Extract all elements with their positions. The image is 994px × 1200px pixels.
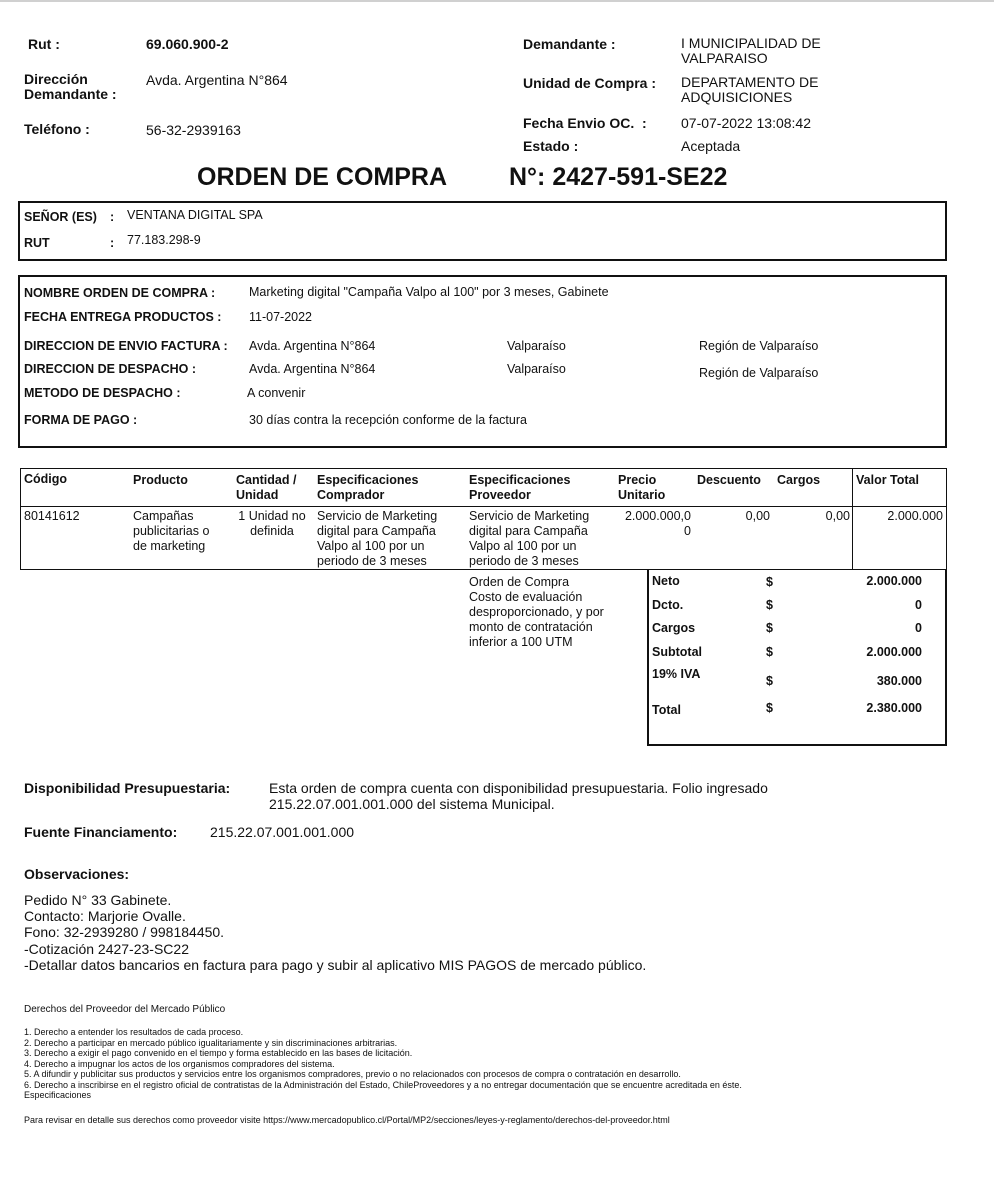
row-producto: Campañas publicitarias o de marketing <box>133 509 210 553</box>
dir-factura-region: Región de Valparaíso <box>699 339 819 353</box>
fecha-envio-label: Fecha Envio OC. : <box>523 115 647 131</box>
col-header-esp-proveedor: Especificaciones Proveedor <box>469 473 571 502</box>
dir-despacho-label: DIRECCION DE DESPACHO : <box>24 362 197 376</box>
row-codigo: 80141612 <box>24 509 80 523</box>
total-label: Total <box>652 703 681 717</box>
iva-value: 380.000 <box>876 674 922 688</box>
senor-label: SEÑOR (ES) <box>24 210 97 224</box>
dir-despacho-region: Región de Valparaíso <box>699 366 819 380</box>
row-esp-proveedor: Servicio de Marketing digital para Campaña Valpo al 100 por un periodo de 3 meses <box>469 509 590 568</box>
forma-pago-label: FORMA DE PAGO : <box>24 413 138 427</box>
col-header-producto: Producto <box>133 473 188 487</box>
derechos-list <box>24 1027 964 1101</box>
observaciones-label: Observaciones: <box>24 866 130 882</box>
total-value: 2.380.000 <box>866 701 922 715</box>
row-descuento: 0,00 <box>745 509 770 523</box>
col-header-codigo: Código <box>24 472 68 486</box>
cargos-value: 0 <box>915 621 922 635</box>
order-number: N°: 2427-591-SE22 <box>509 163 728 191</box>
supplier-rut-label: RUT <box>24 236 50 250</box>
demandante-value: I MUNICIPALIDAD DE VALPARAISO <box>681 35 821 66</box>
row-esp-comprador: Servicio de Marketing digital para Campaña Valpo al 100 por un periodo de 3 meses <box>317 509 438 568</box>
cargos-label: Cargos <box>652 621 696 635</box>
table-total-divider <box>852 468 853 570</box>
derecho-item: Especificaciones <box>24 1090 92 1100</box>
dir-factura-ciudad: Valparaíso <box>507 339 566 353</box>
observacion-line: -Cotización 2427-23-SC22 <box>24 940 189 957</box>
supplier-rut-value: 77.183.298-9 <box>127 233 201 247</box>
telefono-label: Teléfono : <box>24 121 90 137</box>
unidad-compra-label: Unidad de Compra : <box>523 75 657 91</box>
subtotal-currency: $ <box>766 645 773 659</box>
fecha-entrega-value: 11-07-2022 <box>249 310 313 324</box>
dcto-currency: $ <box>766 598 773 612</box>
derechos-title: Derechos del Proveedor del Mercado Público <box>24 1004 226 1015</box>
total-currency: $ <box>766 701 773 715</box>
row-valor-total: 2.000.000 <box>887 509 943 523</box>
neto-currency: $ <box>766 575 773 589</box>
nombre-orden-value: Marketing digital "Campaña Valpo al 100" por 3 meses, Gabinete <box>249 285 609 299</box>
telefono-value: 56-32-2939163 <box>146 122 241 138</box>
derechos-footer: Para revisar en detalle sus derechos como proveedor visite https://www.mercadopublico.cl/Portal/MP2/secciones/leyes-y-reglamento/derechos-del-proveedor.html <box>24 1115 670 1125</box>
col-header-cargos: Cargos <box>777 473 821 487</box>
direccion-value: Avda. Argentina N°864 <box>146 72 288 88</box>
page-top-border <box>0 0 994 2</box>
table-header-divider <box>20 506 947 507</box>
row-precio: 2.000.000,0 0 <box>624 509 691 538</box>
metodo-despacho-value: A convenir <box>247 386 306 400</box>
fecha-envio-value: 07-07-2022 13:08:42 <box>681 115 811 131</box>
derecho-item: 2. Derecho a participar en mercado público igualitariamente y sin discriminaciones arbitrarias. <box>24 1037 398 1048</box>
iva-label: 19% IVA <box>652 667 701 681</box>
estado-value: Aceptada <box>681 138 741 154</box>
demandante-label: Demandante : <box>523 36 616 52</box>
col-header-descuento: Descuento <box>697 473 761 487</box>
observaciones-text <box>24 892 964 973</box>
iva-currency: $ <box>766 674 773 688</box>
neto-value: 2.000.000 <box>866 574 922 588</box>
dir-factura-label: DIRECCION DE ENVIO FACTURA : <box>24 339 228 353</box>
observacion-line: Pedido N° 33 Gabinete. <box>24 892 172 908</box>
forma-pago-value: 30 días contra la recepción conforme de la factura <box>249 413 527 427</box>
fuente-label: Fuente Financiamento: <box>24 824 178 840</box>
observacion-line: Fono: 32-2939280 / 998184450. <box>24 924 225 941</box>
neto-label: Neto <box>652 574 680 588</box>
direccion-label: Dirección Demandante : <box>24 71 117 102</box>
subtotal-label: Subtotal <box>652 645 702 659</box>
rut-value: 69.060.900-2 <box>146 36 229 52</box>
metodo-despacho-label: METODO DE DESPACHO : <box>24 386 181 400</box>
order-note: Orden de Compra Costo de evaluación desproporcionado, y por monto de contratación inferior a 100 UTM <box>469 575 604 649</box>
senor-colon: : <box>110 210 115 224</box>
dcto-value: 0 <box>915 598 922 612</box>
fecha-entrega-label: FECHA ENTREGA PRODUCTOS : <box>24 310 222 324</box>
observacion-line: Contacto: Marjorie Ovalle. <box>24 908 186 925</box>
observacion-line: -Detallar datos bancarios en factura para pago y subir al aplicativo MIS PAGOS de mercado público. <box>24 956 647 973</box>
estado-label: Estado : <box>523 138 579 154</box>
col-header-esp-comprador: Especificaciones Comprador <box>317 473 419 502</box>
col-header-valor-total: Valor Total <box>856 473 919 487</box>
derecho-item: 4. Derecho a impugnar los actos de los organismos compradores del sistema. <box>24 1058 335 1069</box>
derecho-item: 5. A difundir y publicitar sus productos y servicios entre los organismos compradores, previo o no relacionados con procesos de compra o contratación en desarrollo. <box>24 1069 681 1079</box>
dir-despacho-ciudad: Valparaíso <box>507 362 566 376</box>
nombre-orden-label: NOMBRE ORDEN DE COMPRA : <box>24 286 216 300</box>
disponibilidad-text: Esta orden de compra cuenta con disponibilidad presupuestaria. Folio ingresado 215.22.07.001.001.000 del sistema Municipal. <box>269 780 768 812</box>
document-title: ORDEN DE COMPRA <box>197 163 448 191</box>
subtotal-value: 2.000.000 <box>866 645 922 659</box>
unidad-compra-value: DEPARTAMENTO DE ADQUISICIONES <box>681 74 819 105</box>
dcto-label: Dcto. <box>652 598 684 612</box>
col-header-cantidad: Cantidad / Unidad <box>236 473 297 502</box>
derecho-item: 3. Derecho a exigir el pago convenido en el tiempo y forma establecido en las bases de licitación. <box>24 1048 413 1058</box>
cargos-currency: $ <box>766 621 773 635</box>
dir-despacho-value: Avda. Argentina N°864 <box>249 362 376 376</box>
supplier-rut-colon: : <box>110 236 115 250</box>
disponibilidad-label: Disponibilidad Presupuestaria: <box>24 780 231 796</box>
derecho-item: 1. Derecho a entender los resultados de cada proceso. <box>24 1027 244 1037</box>
col-header-precio: Precio Unitario <box>618 473 666 502</box>
fuente-value: 215.22.07.001.001.000 <box>210 824 355 840</box>
derecho-item: 6. Derecho a inscribirse en el registro oficial de contratistas de la Administración del Estado, ChileProveedores y a no entregar documentación que se encuentre acreditada en éste. <box>24 1079 742 1090</box>
row-cantidad: 1 Unidad no definida <box>238 509 306 538</box>
row-cargos: 0,00 <box>825 509 850 523</box>
senor-value: VENTANA DIGITAL SPA <box>127 208 263 222</box>
rut-label: Rut : <box>28 36 60 52</box>
dir-factura-value: Avda. Argentina N°864 <box>249 339 376 353</box>
